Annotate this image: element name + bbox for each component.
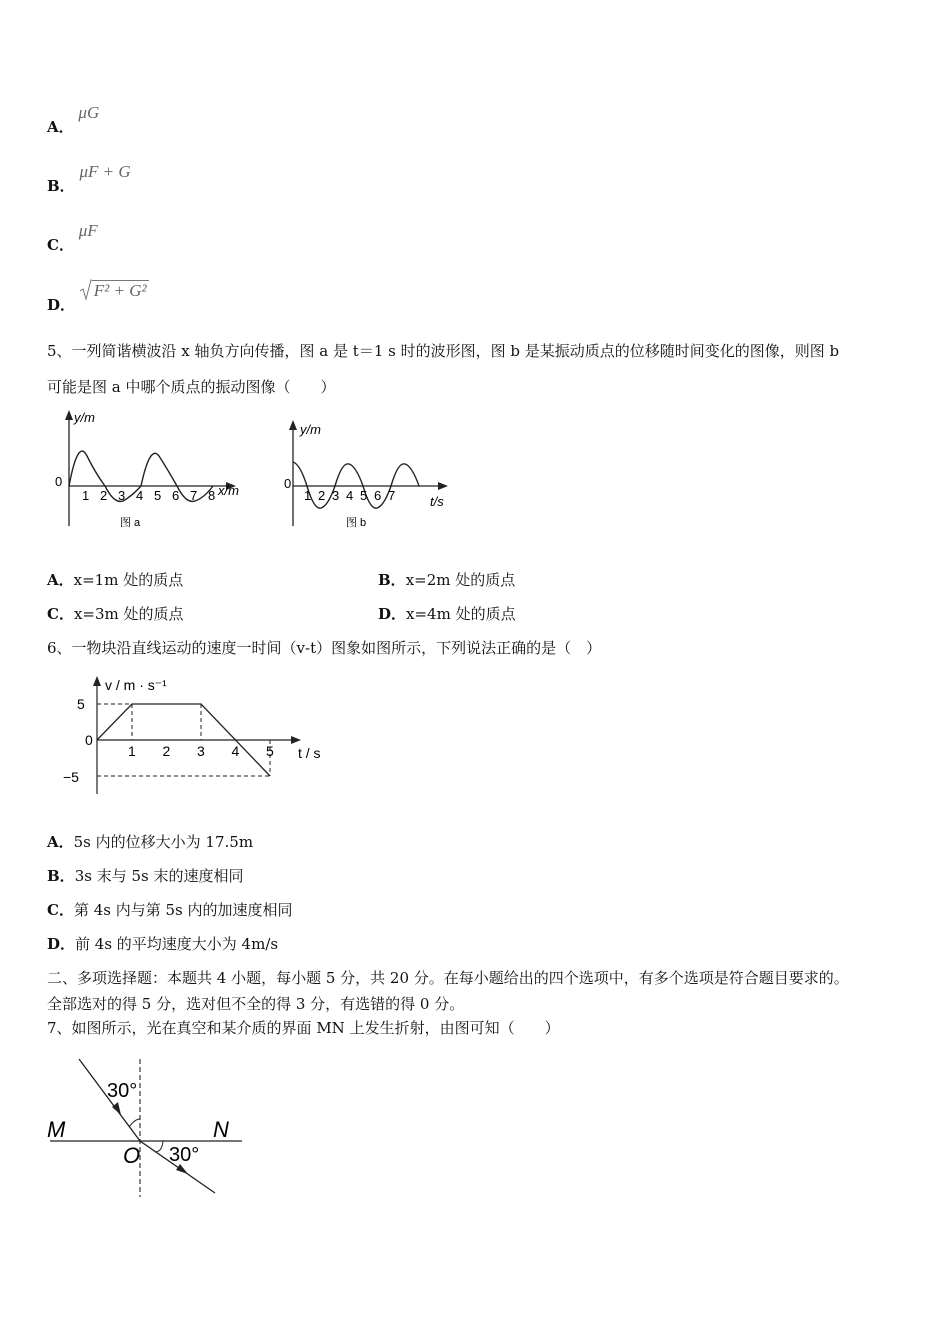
- tick-label: 5: [266, 743, 274, 759]
- v-axis-arrow-icon: [93, 676, 101, 686]
- angle-top-label: 30°: [107, 1080, 138, 1102]
- angle-arc-bottom: [155, 1141, 163, 1152]
- formula: μG: [78, 103, 100, 122]
- q5-option-d[interactable]: [378, 603, 516, 624]
- formula: μF + G: [79, 162, 131, 181]
- tick-label: 5: [154, 488, 162, 503]
- sqrt-sign-icon: [80, 279, 92, 301]
- option-label: C．: [47, 236, 74, 254]
- tick-label: 2: [162, 743, 171, 759]
- option-text: 5s 内的位移大小为 17.5m: [73, 833, 254, 851]
- option-label: C．: [47, 901, 74, 919]
- sqrt-formula: [80, 281, 149, 301]
- tick-label: 1: [82, 488, 90, 503]
- tick-label: 3: [332, 488, 340, 503]
- label-N: N: [213, 1117, 229, 1142]
- q6-option-d[interactable]: [47, 933, 278, 954]
- q4-option-c[interactable]: [47, 220, 98, 254]
- tick-label: 4: [231, 743, 240, 759]
- caption: 图 b: [346, 517, 367, 529]
- q4-option-b[interactable]: [47, 161, 131, 195]
- tick-label: 1: [128, 743, 136, 759]
- tick-v0: 0: [85, 732, 93, 748]
- q5-option-b[interactable]: [378, 569, 515, 590]
- option-label: B．: [378, 571, 406, 589]
- y-label: y/m: [74, 410, 95, 425]
- incident-arrow-icon: [112, 1102, 121, 1115]
- t-axis-arrow-icon: [291, 736, 301, 744]
- t-label: t / s: [298, 745, 321, 761]
- tick-labels: [82, 488, 215, 503]
- t-label: t/s: [430, 494, 444, 509]
- section2-line1: 二、多项选择题：本题共 4 小题，每小题 5 分，共 20 分。在每小题给出的四个选项中，有多个选项是符合题目要求的。: [47, 969, 849, 987]
- q7-refraction-figure: [45, 1055, 250, 1200]
- angle-bottom-label: 30°: [169, 1144, 200, 1166]
- option-text: 前 4s 的平均速度大小为 4m/s: [75, 935, 279, 953]
- option-label: C．: [47, 605, 74, 623]
- label-M: M: [47, 1117, 66, 1142]
- formula: μF: [78, 221, 98, 240]
- tick-labels: [304, 488, 395, 503]
- tick-label: 4: [346, 488, 354, 503]
- y-axis-arrow-icon: [289, 420, 297, 430]
- tick-label: 5: [360, 488, 368, 503]
- option-label: D．: [378, 605, 407, 623]
- option-text: x=2m 处的质点: [405, 571, 516, 589]
- q5-option-c[interactable]: [47, 603, 184, 624]
- q5-stem-line1: 5、一列简谐横波沿 x 轴负方向传播，图 a 是 t＝1 s 时的波形图，图 b 是某振动质点的位移随时间变化的图像，则图 b: [47, 342, 840, 360]
- angle-arc-top: [129, 1119, 140, 1127]
- option-text: 3s 末与 5s 末的速度相同: [74, 867, 244, 885]
- q5-figure-b: [280, 418, 465, 533]
- label-O: O: [123, 1143, 141, 1168]
- q5-figure-a: [50, 408, 255, 533]
- q7-stem: 7、如图所示，光在真空和某介质的界面 MN 上发生折射，由图可知（ ）: [47, 1019, 560, 1037]
- option-label: B．: [47, 177, 75, 195]
- option-text: x=3m 处的质点: [73, 605, 184, 623]
- y-axis-arrow-icon: [65, 410, 73, 420]
- option-label: D．: [47, 296, 76, 314]
- option-label: A．: [47, 833, 74, 851]
- option-text: x=4m 处的质点: [406, 605, 516, 623]
- caption: 图 a: [120, 517, 141, 529]
- y-label: y/m: [300, 422, 321, 437]
- section2-line2: 全部选对的得 5 分，选对但不全的得 3 分，有选错的得 0 分。: [47, 995, 465, 1013]
- q4-option-a[interactable]: [47, 102, 100, 136]
- tick-label: 4: [136, 488, 144, 503]
- option-text: x=1m 处的质点: [73, 571, 184, 589]
- tick-label: 3: [118, 488, 126, 503]
- option-text: 第 4s 内与第 5s 内的加速度相同: [73, 901, 293, 919]
- q6-option-c[interactable]: [47, 899, 293, 920]
- tick-label: 1: [304, 488, 312, 503]
- v-label: v / m · s⁻¹: [105, 677, 167, 693]
- q6-vt-graph: [55, 672, 340, 797]
- origin-label: 0: [284, 476, 292, 491]
- vibration-curve: [293, 462, 419, 508]
- tick-label: 7: [388, 488, 396, 503]
- q6-stem: 6、一物块沿直线运动的速度一时间（v-t）图象如图所示，下列说法正确的是（ ）: [47, 639, 602, 657]
- tick-label: 6: [172, 488, 180, 503]
- tick-label: 3: [197, 743, 205, 759]
- q5-option-a[interactable]: [47, 569, 183, 590]
- tick-label: 6: [374, 488, 382, 503]
- tick-label: 2: [100, 488, 108, 503]
- q6-option-b[interactable]: [47, 865, 243, 886]
- q5-stem-line2: 可能是图 a 中哪个质点的振动图像（ ）: [47, 378, 336, 396]
- t-axis-arrow-icon: [438, 482, 448, 490]
- origin-label: 0: [55, 474, 63, 489]
- tick-label: 8: [208, 488, 216, 503]
- option-label: D．: [47, 935, 76, 953]
- tick-label: 2: [318, 488, 326, 503]
- q6-option-a[interactable]: [47, 831, 253, 852]
- formula: F² + G²: [93, 281, 147, 300]
- option-label: A．: [47, 571, 74, 589]
- x-label: x/m: [218, 483, 239, 498]
- tick-v5: 5: [77, 696, 85, 712]
- option-label: A．: [47, 118, 74, 136]
- q4-option-d[interactable]: [47, 280, 149, 314]
- option-label: B．: [47, 867, 75, 885]
- tick-label: 7: [190, 488, 198, 503]
- tick-vneg5: −5: [63, 769, 79, 785]
